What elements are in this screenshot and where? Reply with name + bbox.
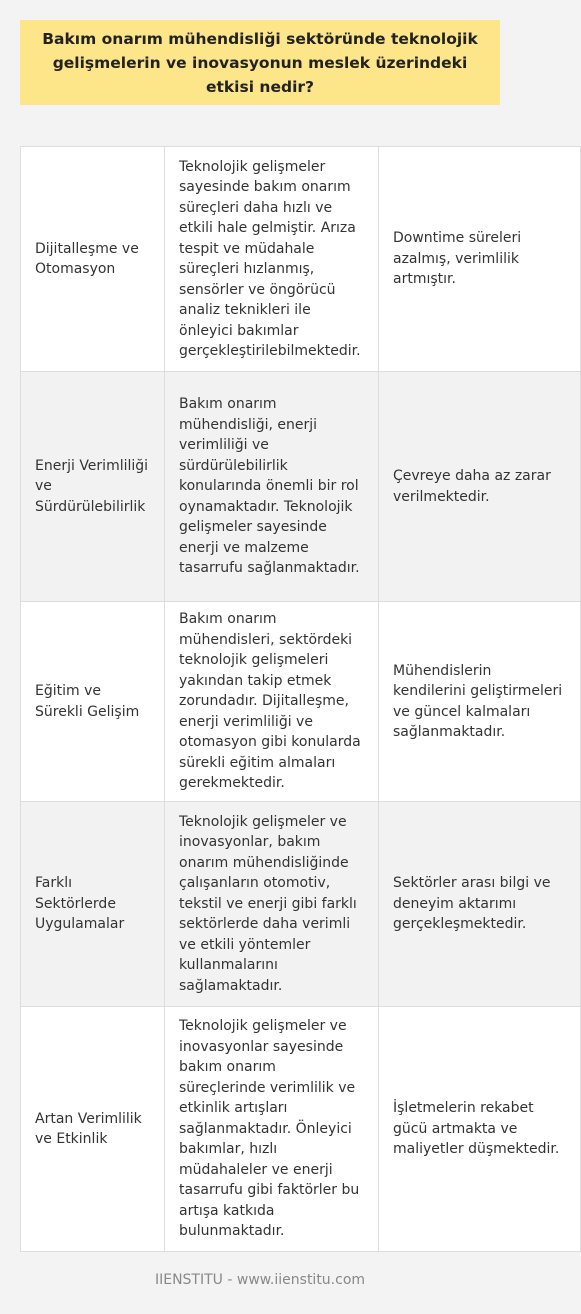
footer-credit: IIENSTITU - www.iienstitu.com xyxy=(154,1272,366,1288)
table-row xyxy=(21,802,581,1007)
effect-cell: Mühendislerin kendilerini geliştirmeleri ve güncel kalmaları sağlanmaktadır. xyxy=(379,602,581,802)
topic-cell: Eğitim ve Sürekli Gelişim xyxy=(21,602,165,802)
topic-cell: Farklı Sektörlerde Uygulamalar xyxy=(21,802,165,1007)
table-container xyxy=(20,146,563,1252)
description-cell: Bakım onarım mühendisliği, enerji verimliliği ve sürdürülebilirlik konularında önemli bir rol oynamaktadır. Teknolojik gelişmeler sayesinde enerji ve malzeme tasarrufu sağlanmaktadır. xyxy=(165,372,379,602)
table-row xyxy=(21,372,581,602)
description-cell: Teknolojik gelişmeler sayesinde bakım onarım süreçleri daha hızlı ve etkili hale gelmiştir. Arıza tespit ve müdahale süreçleri hızlanmış, sensörler ve öngörücü analiz teknikleri ile önleyici bakımlar gerçekleştirilebilmektedir. xyxy=(165,147,379,372)
description-cell: Teknolojik gelişmeler ve inovasyonlar sayesinde bakım onarım süreçlerinde verimlilik ve etkinlik artışları sağlanmaktadır. Önleyici bakımlar, hızlı müdahaleler ve enerji tasarrufu gibi faktörler bu artışa katkıda bulunmaktadır. xyxy=(165,1007,379,1252)
topic-cell: Enerji Verimliliği ve Sürdürülebilirlik xyxy=(21,372,165,602)
table-row xyxy=(21,1007,581,1252)
effect-cell: Sektörler arası bilgi ve deneyim aktarımı gerçekleşmektedir. xyxy=(379,802,581,1007)
table-row xyxy=(21,602,581,802)
description-cell: Bakım onarım mühendisleri, sektördeki teknolojik gelişmeleri yakından takip etmek zorundadır. Dijitalleşme, enerji verimliliği ve otomasyon gibi konularda sürekli eğitim almaları gerekmektedir. xyxy=(165,602,379,802)
page-title: Bakım onarım mühendisliği sektöründe teknolojik gelişmelerin ve inovasyonun meslek üzerindeki etkisi nedir? xyxy=(42,29,478,96)
impact-table xyxy=(20,146,581,1252)
description-cell: Teknolojik gelişmeler ve inovasyonlar, bakım onarım mühendisliğinde çalışanların otomotiv, tekstil ve enerji gibi farklı sektörlerde daha verimli ve etkili yöntemler kullanmalarını sağlamaktadır. xyxy=(165,802,379,1007)
effect-cell: Çevreye daha az zarar verilmektedir. xyxy=(379,372,581,602)
topic-cell: Dijitalleşme ve Otomasyon xyxy=(21,147,165,372)
title-banner xyxy=(20,20,500,105)
effect-cell: İşletmelerin rekabet gücü artmakta ve maliyetler düşmektedir. xyxy=(379,1007,581,1252)
effect-cell: Downtime süreleri azalmış, verimlilik artmıştır. xyxy=(379,147,581,372)
table-row xyxy=(21,147,581,372)
topic-cell: Artan Verimlilik ve Etkinlik xyxy=(21,1007,165,1252)
